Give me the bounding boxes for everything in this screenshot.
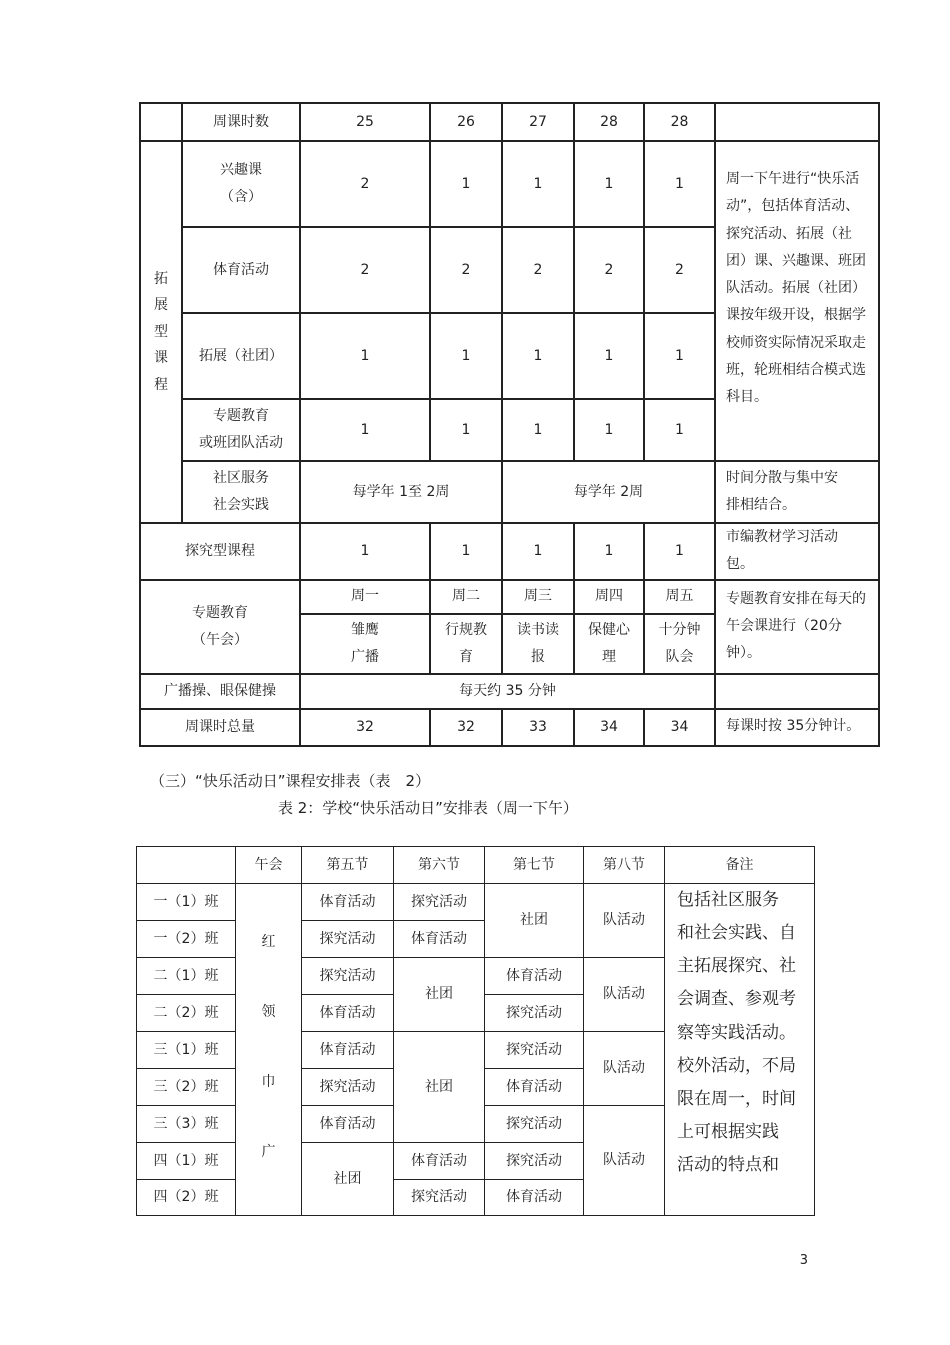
- table-row: 一（2）班 探究活动 体育活动: [137, 921, 815, 958]
- hours-cell: 27: [502, 103, 574, 141]
- header-row: 午会 第五节 第六节 第七节 第八节 备注: [137, 847, 815, 884]
- table-row: 二（1）班 探究活动 社团 体育活动 队活动: [137, 958, 815, 995]
- table-row: 四（1）班 社团 体育活动 探究活动: [137, 1143, 815, 1180]
- group-note: 周一下午进行“快乐活动”，包括体育活动、探究活动、拓展（社团）课、兴趣课、班团队活动。拓展（社团）课按年级开设，根据学校师资实际情况采取走班，轮班相结合模式选科目。: [715, 141, 879, 461]
- hours-cell: 26: [430, 103, 502, 141]
- total-row: 周课时总量 32 32 33 34 34 每课时按 35分钟计。: [140, 709, 879, 746]
- table-row: 三（2）班 探究活动 体育活动: [137, 1069, 815, 1106]
- table-row: 三（3）班 体育活动 探究活动 队活动: [137, 1106, 815, 1143]
- table2-caption: 表 2：学校“快乐活动日”安排表（周一下午）: [278, 799, 578, 817]
- table-row: 四（2）班 探究活动 体育活动: [137, 1180, 815, 1216]
- special-days-row: 专题教育 （午会） 周一 周二 周三 周四 周五 专题教育安排在每天的午会课进行（20分钟）。: [140, 580, 879, 614]
- special-items-row: 雏鹰 广播 行规教 育 读书读 报 保健心 理 十分钟 队会: [140, 614, 879, 674]
- weekly-hours-row: [140, 103, 879, 141]
- page-number: 3: [799, 1253, 808, 1268]
- section-title: （三）“快乐活动日”课程安排表（表 2）: [150, 772, 431, 790]
- table-row: 二（2）班 体育活动 探究活动: [137, 995, 815, 1032]
- inquiry-row: 探究型课程 1 1 1 1 1 市编教材学习活动 包。: [140, 523, 879, 580]
- table2-note: 包括社区服务 和社会实践、自 主拓展探究、社 会调查、参观考 察等实践活动。 校外活动，不局 限在周一，时间 上可根据实践 活动的特点和: [665, 884, 815, 1216]
- row-label: 兴趣课 （含）: [182, 141, 300, 227]
- exercise-row: 广播操、眼保健操 每天约 35 分钟: [140, 674, 879, 709]
- community-row: 社区服务 社会实践 每学年 1至 2周 每学年 2周 时间分散与集中安 排相结合。: [140, 461, 879, 523]
- noon-label: 红 领 巾 广: [236, 884, 302, 1216]
- hours-cell: 25: [300, 103, 430, 141]
- topic-row: 专题教育 或班团队活动 1 1 1 1 1: [140, 399, 879, 461]
- group-label: 拓 展 型 课 程: [140, 141, 182, 523]
- table-row: 三（1）班 体育活动 社团 探究活动 队活动: [137, 1032, 815, 1069]
- sports-row: 体育活动 2 2 2 2 2: [140, 227, 879, 313]
- row-label: 周课时数: [182, 103, 300, 141]
- interest-row: 拓 展 型 课 程 兴趣课 （含） 2 1 1 1 1 周一下午进行“快乐活动”，包括体育活动、探究活动、拓展（社团）课、兴趣课、班团队活动。拓展（社团）课按年级开设，根据学校师资实际情况采取走班，轮班相结合模式选科目。: [140, 141, 879, 227]
- hours-cell: 28: [644, 103, 715, 141]
- table-row: 一（1）班 红 领 巾 广 体育活动 探究活动 社团 队活动 包括社区服务 和社会实践、自 主拓展探究、社 会调查、参观考 察等实践活动。 校外活动，不局 限在周一，时间 上可根据实践 活动的特点和: [137, 884, 815, 921]
- club-row: 拓展（社团） 1 1 1 1 1: [140, 313, 879, 399]
- course-hours-table: [139, 102, 880, 747]
- activity-day-table: [136, 846, 815, 1216]
- hours-cell: 28: [574, 103, 644, 141]
